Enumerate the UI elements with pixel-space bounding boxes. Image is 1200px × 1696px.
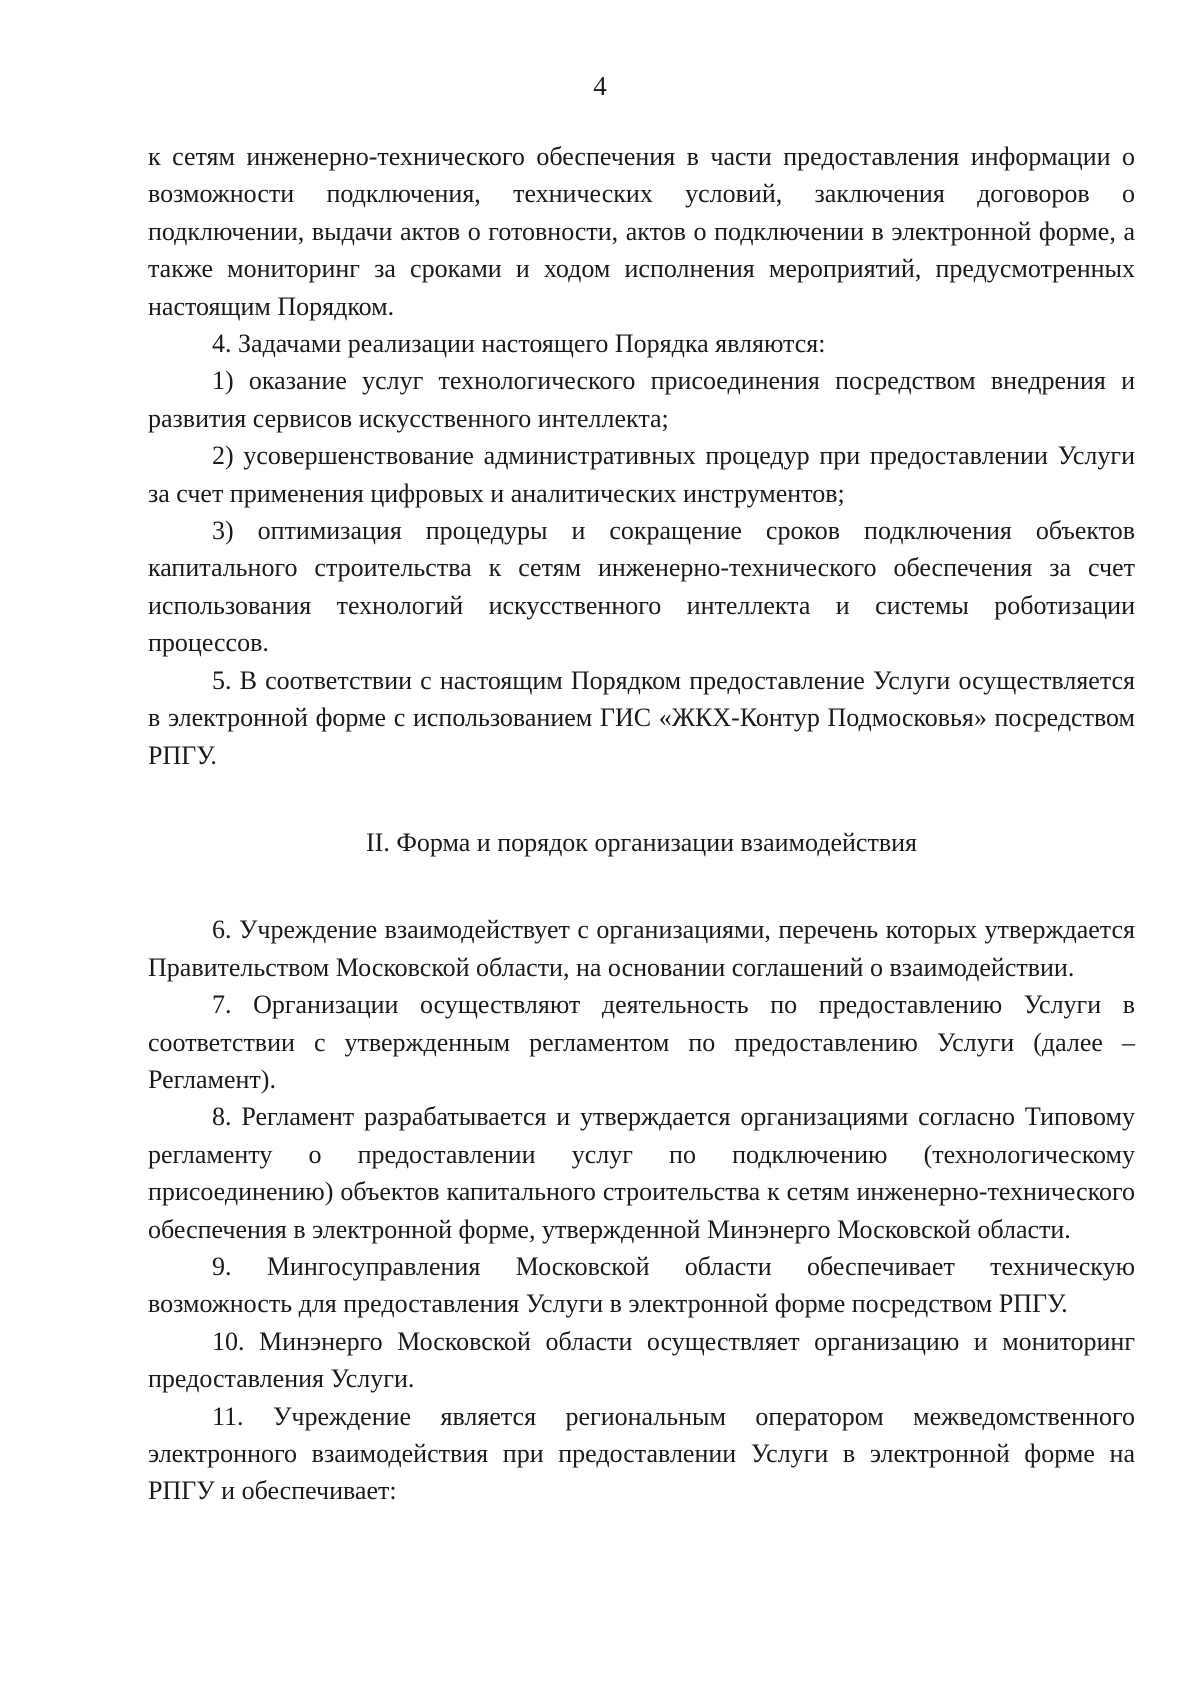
paragraph-item-5: 5. В соответствии с настоящим Порядком предоставление Услуги осуществляется в электронной форме с использованием ГИС «ЖКХ-Контур Подмосковья» посредством РПГУ. [148,665,1135,770]
document-body [148,138,1135,1510]
paragraph-item-4: 4. Задачами реализации настоящего Порядка являются: [212,329,826,359]
paragraph-continuation: к сетям инженерно-технического обеспечения в части предоставления информации о возможности подключения, технических условий, заключения договоров о подключении, выдачи актов о готовности, актов о подключении в электронной форме, а также мониторинг за сроками и ходом исполнения мероприятий, предусмотренных настоящим Порядком. [148,142,1135,321]
paragraph-subitem-1: 1) оказание услуг технологического присоединения посредством внедрения и развития сервисов искусственного интеллекта; [148,366,1135,433]
paragraph-item-8: 8. Регламент разрабатывается и утверждается организациями согласно Типовому регламенту о предоставлении услуг по подключению (технологическому присоединению) объектов капитального строительства к сетям инженерно-технического обеспечения в электронной форме, утвержденной Минэнерго Московской области. [148,1102,1135,1244]
paragraph-item-11: 11. Учреждение является региональным оператором межведомственного электронного взаимодействия при предоставлении Услуги в электронной форме на РПГУ и обеспечивает: [148,1401,1135,1506]
paragraph-subitem-2: 2) усовершенствование административных процедур при предоставлении Услуги за счет применения цифровых и аналитических инструментов; [148,441,1135,508]
paragraph-subitem-3: 3) оптимизация процедуры и сокращение сроков подключения объектов капитального строительства к сетям инженерно-технического обеспечения за счет использования технологий искусственного интеллекта и системы роботизации процессов. [148,516,1135,658]
paragraph-item-6: 6. Учреждение взаимодействует с организациями, перечень которых утверждается Правительством Московской области, на основании соглашений о взаимодействии. [148,915,1135,982]
page-number: 4 [593,71,607,101]
section-heading: II. Форма и порядок организации взаимодействия [366,827,917,857]
paragraph-item-7: 7. Организации осуществляют деятельность по предоставлению Услуги в соответствии с утвержденным регламентом по предоставлению Услуги (далее – Регламент). [148,990,1135,1094]
paragraph-item-9: 9. Мингосуправления Московской области обеспечивает техническую возможность для предоставления Услуги в электронной форме посредством РПГУ. [148,1251,1135,1319]
paragraph-item-10: 10. Минэнерго Московской области осуществляет организацию и мониторинг предоставления Услуги. [148,1326,1135,1394]
